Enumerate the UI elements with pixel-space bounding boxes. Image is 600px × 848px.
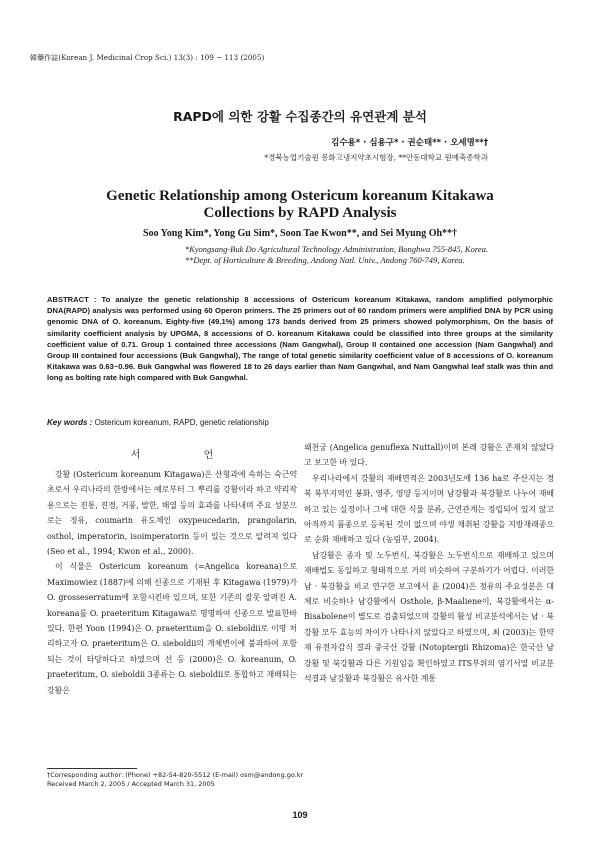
intro-left-paragraph-1: 강활 (Ostericum koreanum Kitagawa)은 산형과에 속하는 숙근약초로서 우리나라의 한방에서는 예로부터 그 뿌리를 강활이라 하고 약리작용으로는 진통, 진경, 거풍, 발한, 해열 등의 효과를 나타내며 주요 성분으로는 정유, coumarin 유도체인 oxypeucedarin, prangolarin, osthol, imperatorin, isoimperatorin 등이 있는 것으로 알려져 있다 (Seo et al., 1994; Kwon et al., 2000). bbox=[47, 470, 297, 557]
english-title bbox=[0, 188, 600, 222]
received-accepted-dates: Received March 2, 2005 / Accepted March 31, 2005 bbox=[47, 780, 215, 788]
abstract-text: ABSTRACT : To analyze the genetic relationship 8 accessions of Ostericum koreanum Kitakawa, random amplified polymorphic DNA(RAPD) analysis was performed using 60 Operon primers. The 25 primers out of 60 random primers were amplified DNA by PCR using genomic DNA of O. koreanum. Eighty-five (49.1%) among 173 bands derived from 25 primers showed polymorphism, On the basis of similarity coefficient analysis by UPGMA, 8 accessions of O. koreanum Kitakawa could be classified into three groups at the similarity coefficient value of 0.71. Group 1 contained three accessions (Nam Gangwhal), Group II contained one accession (Nam Gangwhal) and Group III contained four accessions (Buk Gangwhal), The range of total genetic similarity coefficient value of 8 accessions of O. koreanum Kitakawa was 0.63~0.96. Buk Gangwhal was flowered 18 to 26 days earlier than Nam Gangwhal, and Nam Gangwhal leaf stalk was thin and long as bolting rate high compared with Buk Gangwhal. bbox=[47, 295, 553, 383]
intro-right-paragraph-3: 남강활은 종자 및 노두번식, 북강활은 노두번식으로 재배하고 있으며 재배법도 동일하고 형태적으로 거의 비슷하여 구분하기가 어렵다. 이러한 남 · 북강활을 비교 연구한 보고에서 윤 (2004)은 정유의 주요성분은 대체로 비슷하나 남강활에서 Osthole, β-Maaliene이, 북강활에서는 α-Bisabolene이 별도로 검출되었으며 강활의 활성 비교분석에서는 남 · 북강활 모두 효능의 차이가 나타나지 않았다고 하였으며, 최 (2003)는 한약재 유전자감식 결과 중국산 강활 (Notoptergii Rhizoma)은 한국산 남강활 및 북강활과 다른 기원임을 확인하였고 ITS부위의 염기서열 비교분석결과 남강활과 북강활은 유사한 계통 bbox=[304, 550, 554, 684]
english-authors: Soo Yong Kim*, Yong Gu Sim*, Soon Tae Kwon**, and Sei Myung Oh**† bbox=[142, 228, 458, 239]
keywords bbox=[47, 418, 269, 427]
english-affiliation-2: **Dept. of Horticulture & Breeding, Andong Natl. Univ., Andong 760-749, Korea. bbox=[184, 255, 465, 265]
intro-right-paragraph-2: 우리나라에서 강활의 재배면적은 2003년도에 136 ha로 주산지는 경북 북부지역인 봉화, 영주, 영양 등지이며 남강활과 북강활로 나누어 재배하고 있는 실정이나 그에 대한 식물 분류, 근연관계는 정립되어 있지 않고 아직까지 품종으로 등록된 것이 없으며 야생 채취된 강활을 지방재래종으로 순화 재배하고 있다 (농림부, 2004). bbox=[304, 473, 554, 545]
keywords-label: Key words : bbox=[47, 418, 93, 427]
right-column bbox=[304, 440, 554, 687]
corresponding-author: †Corresponding author: (Phone) +82-54-820-5512 (E-mail) osm@andong.go.kr bbox=[47, 771, 304, 779]
english-affiliation bbox=[185, 244, 488, 266]
page-number: 109 bbox=[292, 810, 308, 820]
abstract bbox=[47, 294, 553, 384]
footnote-divider bbox=[47, 768, 137, 769]
english-affiliation-1: *Kyongsang-Buk Do Agricultural Technology Administration, Bonghwa 755-845, Korea. bbox=[184, 244, 488, 254]
journal-citation: 韓藥作誌(Korean J. Medicinal Crop Sci.) 13(3) : 109 ~ 113 (2005) bbox=[30, 54, 265, 62]
korean-authors: 김수용* · 심용구* · 권순태** · 오세명**† bbox=[331, 138, 488, 148]
left-column bbox=[47, 438, 297, 698]
intro-left-paragraph-2: 이 식물은 Ostericum koreanum (=Angelica koreana)으로 Maximowiez (1887)에 의해 신종으로 기재된 후 Kitagawa (1979)가 O. grosseserratum에 포함시킨바 있으며, 또한 기존의 잘못 알려진 A. koreana를 O. praeteritum Kitagawa로 명명하여 신종으로 발표한바 있다. 한편 Yoon (1994)은 O. praeteritum을 O. sieboldii로 이명 처리하고자 O. praeteritum은 O. sieboldii의 개체변이에 불과하여 포함되는 것이 타당하다고 하였으며 선 등 (2000)은 O. koreanum, O. praeteritum, O. sieboldii 3종류는 O. sieboldii로 통합하고 재배되는 강활은 bbox=[47, 562, 297, 695]
footnote bbox=[47, 771, 303, 789]
english-title-line2: Collections by RAPD Analysis bbox=[203, 205, 397, 221]
intro-right-paragraph-1: 왜천궁 (Angelica genuflexa Nuttall)이며 본래 강활은 존재치 않았다고 보고한 바 있다. bbox=[304, 443, 554, 468]
korean-title: RAPD에 의한 강활 수집종간의 유연관계 분석 bbox=[173, 109, 427, 124]
english-title-line1: Genetic Relationship among Ostericum koreanum Kitakawa bbox=[106, 188, 494, 204]
korean-affiliation: *경북농업기술원 봉화고냉지약초시험장, **안동대학교 원예축종학과 bbox=[264, 153, 488, 162]
keywords-text: Ostericum koreanum, RAPD, genetic relationship bbox=[94, 418, 269, 427]
section-heading-introduction: 서 언 bbox=[130, 450, 244, 461]
